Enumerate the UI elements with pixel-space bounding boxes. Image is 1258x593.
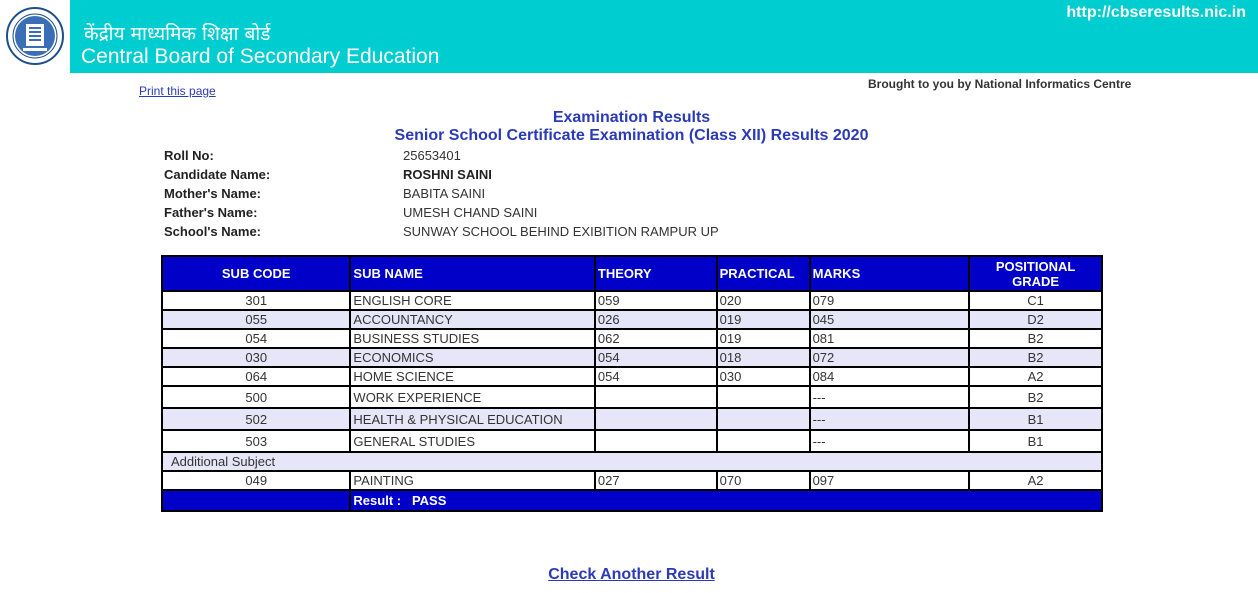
sub-code-cell: 030 (162, 348, 350, 367)
marks-cell: --- (810, 386, 970, 408)
practical-cell: 019 (717, 310, 810, 329)
table-row (162, 310, 1102, 329)
board-title-english: Central Board of Secondary Education (81, 45, 440, 68)
theory-cell: 062 (595, 329, 717, 348)
cbse-emblem-icon (5, 4, 65, 68)
theory-cell (595, 386, 717, 408)
father-name-value: UMESH CHAND SAINI (403, 205, 538, 220)
site-header (0, 0, 1258, 73)
sub-name-cell: ECONOMICS (350, 348, 594, 367)
check-another-result-link[interactable]: Check Another Result (548, 566, 715, 583)
practical-cell (717, 408, 810, 430)
sub-name-cell: GENERAL STUDIES (350, 430, 594, 452)
sub-code-cell: 502 (162, 408, 350, 430)
col-header-marks: MARKS (810, 256, 970, 291)
sub-code-cell: 054 (162, 329, 350, 348)
grade-cell: B1 (969, 430, 1102, 452)
candidate-name-label: Candidate Name: (164, 167, 271, 182)
practical-cell (717, 386, 810, 408)
exam-title: Examination Results (552, 109, 711, 126)
sub-code-cell: 503 (162, 430, 350, 452)
school-name-label: School's Name: (164, 224, 262, 239)
site-url: http://cbseresults.nic.in (1066, 4, 1246, 21)
result-cell (350, 490, 1102, 511)
sub-name-cell: HOME SCIENCE (350, 367, 594, 386)
grade-cell: B2 (969, 329, 1102, 348)
marks-cell: 079 (810, 291, 970, 310)
sub-name-cell: WORK EXPERIENCE (350, 386, 594, 408)
table-row (162, 329, 1102, 348)
table-row (162, 386, 1102, 408)
table-row (162, 430, 1102, 452)
marks-table (161, 255, 1103, 512)
sub-code-cell: 500 (162, 386, 350, 408)
grade-cell: C1 (969, 291, 1102, 310)
cbse-logo (0, 0, 70, 73)
theory-cell: 054 (595, 367, 717, 386)
grade-cell: B2 (969, 386, 1102, 408)
table-row (162, 471, 1102, 490)
marks-cell: 084 (810, 367, 970, 386)
print-page-link[interactable]: Print this page (139, 84, 216, 98)
result-spacer-cell (162, 490, 350, 511)
theory-cell: 054 (595, 348, 717, 367)
sub-code-cell: 064 (162, 367, 350, 386)
sub-name-cell: HEALTH & PHYSICAL EDUCATION (350, 408, 594, 430)
sub-code-cell: 301 (162, 291, 350, 310)
roll-no-value: 25653401 (403, 148, 461, 163)
practical-cell: 018 (717, 348, 810, 367)
mother-name-value: BABITA SAINI (403, 186, 486, 201)
grade-cell: A2 (969, 471, 1102, 490)
practical-cell: 020 (717, 291, 810, 310)
sub-name-cell: PAINTING (350, 471, 594, 490)
practical-cell: 030 (717, 367, 810, 386)
school-name-value: SUNWAY SCHOOL BEHIND EXIBITION RAMPUR UP (403, 224, 719, 239)
board-title-hindi: केंद्रीय माध्यमिक शिक्षा बोर्ड (84, 23, 271, 45)
marks-cell: 097 (810, 471, 970, 490)
marks-cell: --- (810, 430, 970, 452)
table-row (162, 408, 1102, 430)
exam-subtitle: Senior School Certificate Examination (Class XII) Results 2020 (394, 127, 869, 144)
roll-no-label: Roll No: (164, 148, 214, 163)
result-label: Result : (353, 493, 402, 508)
sub-code-cell: 049 (162, 471, 350, 490)
marks-cell: 072 (810, 348, 970, 367)
theory-cell (595, 408, 717, 430)
candidate-name-value: ROSHNI SAINI (403, 167, 492, 182)
col-header-theory: THEORY (595, 256, 717, 291)
theory-cell: 059 (595, 291, 717, 310)
sub-name-cell: ACCOUNTANCY (350, 310, 594, 329)
theory-cell: 027 (595, 471, 717, 490)
grade-cell: B2 (969, 348, 1102, 367)
theory-cell (595, 430, 717, 452)
sub-code-cell: 055 (162, 310, 350, 329)
sub-name-cell: ENGLISH CORE (350, 291, 594, 310)
marks-cell: 081 (810, 329, 970, 348)
col-header-sub-name: SUB NAME (350, 256, 594, 291)
additional-subject-row (162, 452, 1102, 471)
additional-subject-label: Additional Subject (162, 452, 1102, 471)
brought-by-text: Brought to you by National Informatics Centre (868, 77, 1132, 91)
table-row (162, 348, 1102, 367)
table-row (162, 367, 1102, 386)
grade-cell: D2 (969, 310, 1102, 329)
table-row (162, 291, 1102, 310)
practical-cell: 070 (717, 471, 810, 490)
result-row (162, 490, 1102, 511)
grade-cell: A2 (969, 367, 1102, 386)
mother-name-label: Mother's Name: (164, 186, 261, 201)
father-name-label: Father's Name: (164, 205, 258, 220)
table-header-row (162, 256, 1102, 291)
practical-cell (717, 430, 810, 452)
col-header-sub-code: SUB CODE (162, 256, 350, 291)
sub-name-cell: BUSINESS STUDIES (350, 329, 594, 348)
result-value: PASS (411, 493, 447, 508)
grade-cell: B1 (969, 408, 1102, 430)
col-header-grade: POSITIONAL GRADE (969, 256, 1102, 291)
theory-cell: 026 (595, 310, 717, 329)
col-header-practical: PRACTICAL (717, 256, 810, 291)
marks-cell: 045 (810, 310, 970, 329)
marks-cell: --- (810, 408, 970, 430)
practical-cell: 019 (717, 329, 810, 348)
